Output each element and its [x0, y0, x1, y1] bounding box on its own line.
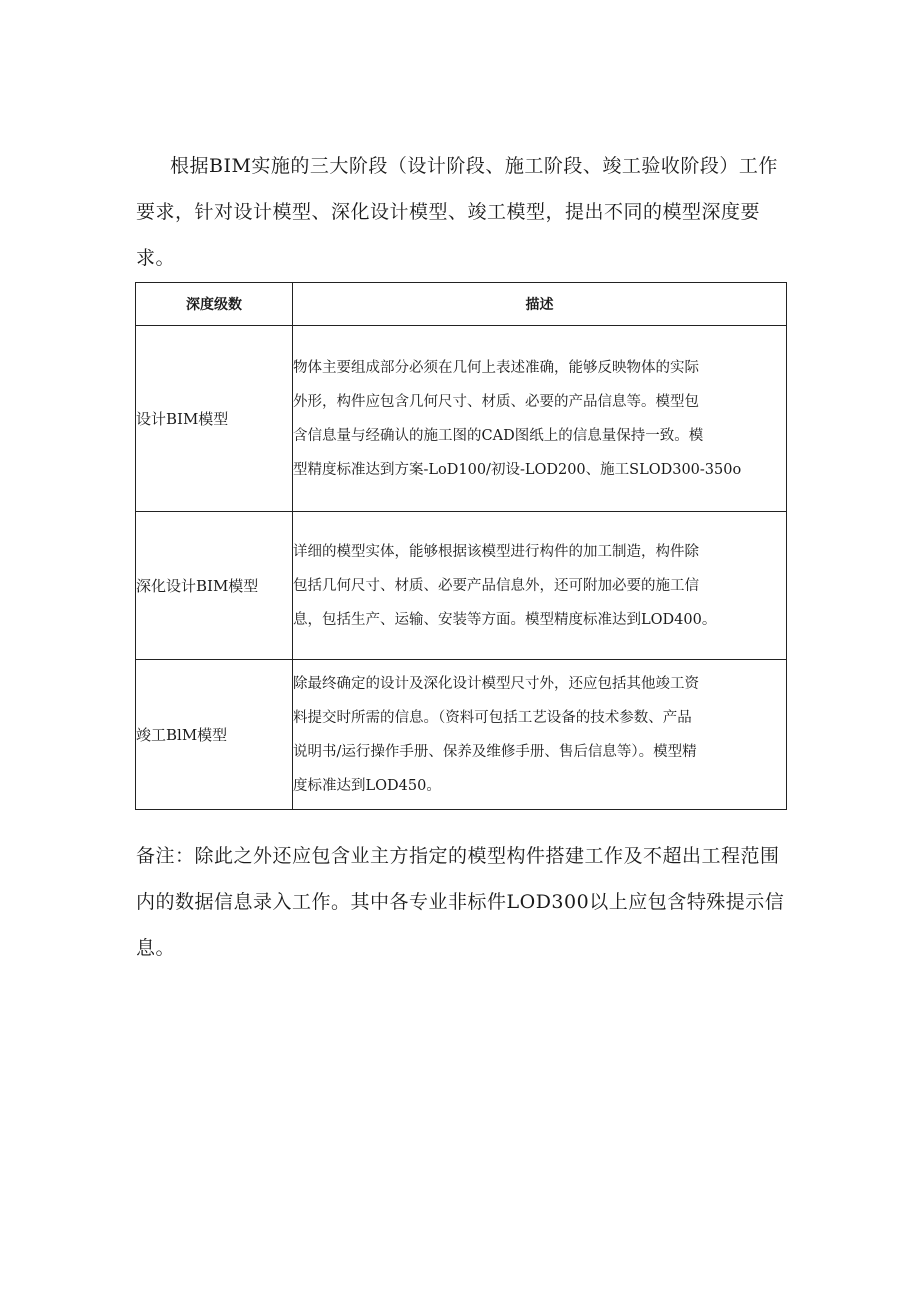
description-line: 说明书/运行操作手册、保养及维修手册、售后信息等）。模型精: [293, 743, 697, 760]
description-line: 含信息量与经确认的施工图的CAD图纸上的信息量保持一致。模: [293, 427, 704, 444]
description-line: 外形，构件应包含几何尺寸、材质、必要的产品信息等。模型包: [293, 393, 699, 410]
description-detailed-design-model: [293, 512, 787, 660]
description-line: 包括几何尺寸、材质、必要产品信息外，还可附加必要的施工信: [293, 577, 699, 594]
description-line: 物体主要组成部分必须在几何上表述准确，能够反映物体的实际: [293, 359, 699, 376]
description-line: 息，包括生产、运输、安装等方面。模型精度标准达到LOD400。: [293, 611, 717, 628]
description-line: 除最终确定的设计及深化设计模型尺寸外，还应包括其他竣工资: [293, 675, 699, 692]
description-line: 料提交时所需的信息。（资料可包括工艺设备的技术参数、产品: [293, 709, 692, 726]
level-as-built-model: 竣工BlM模型: [136, 660, 293, 810]
table-row-as-built-model: [136, 660, 787, 810]
level-detailed-design-model: 深化设计BIM模型: [136, 512, 293, 660]
table-header-row: [136, 283, 787, 326]
description-as-built-model: [293, 660, 787, 810]
description-line: 型精度标准达到方案-LoD100/初设-LOD200、施工SLOD300-350o: [293, 461, 742, 478]
level-design-model: 设计BIM模型: [136, 326, 293, 512]
description-design-model: [293, 326, 787, 512]
description-line: 度标准达到LOD450。: [293, 777, 441, 794]
table-row-detailed-design-model: [136, 512, 787, 660]
note-paragraph: 备注：除此之外还应包含业主方指定的模型构件搭建工作及不超出工程范围内的数据信息录入工作。其中各专业非标件LOD300以上应包含特殊提示信息。: [136, 845, 785, 959]
description-line: 详细的模型实体，能够根据该模型进行构件的加工制造，构件除: [293, 543, 699, 560]
intro-paragraph: 根据BIM实施的三大阶段（设计阶段、施工阶段、竣工验收阶段）工作要求，针对设计模型、深化设计模型、竣工模型，提出不同的模型深度要求。: [136, 155, 778, 269]
header-depth-level: 深度级数: [136, 283, 293, 326]
header-description: 描述: [293, 283, 787, 326]
model-depth-table: [135, 282, 787, 810]
table-row-design-model: [136, 326, 787, 512]
